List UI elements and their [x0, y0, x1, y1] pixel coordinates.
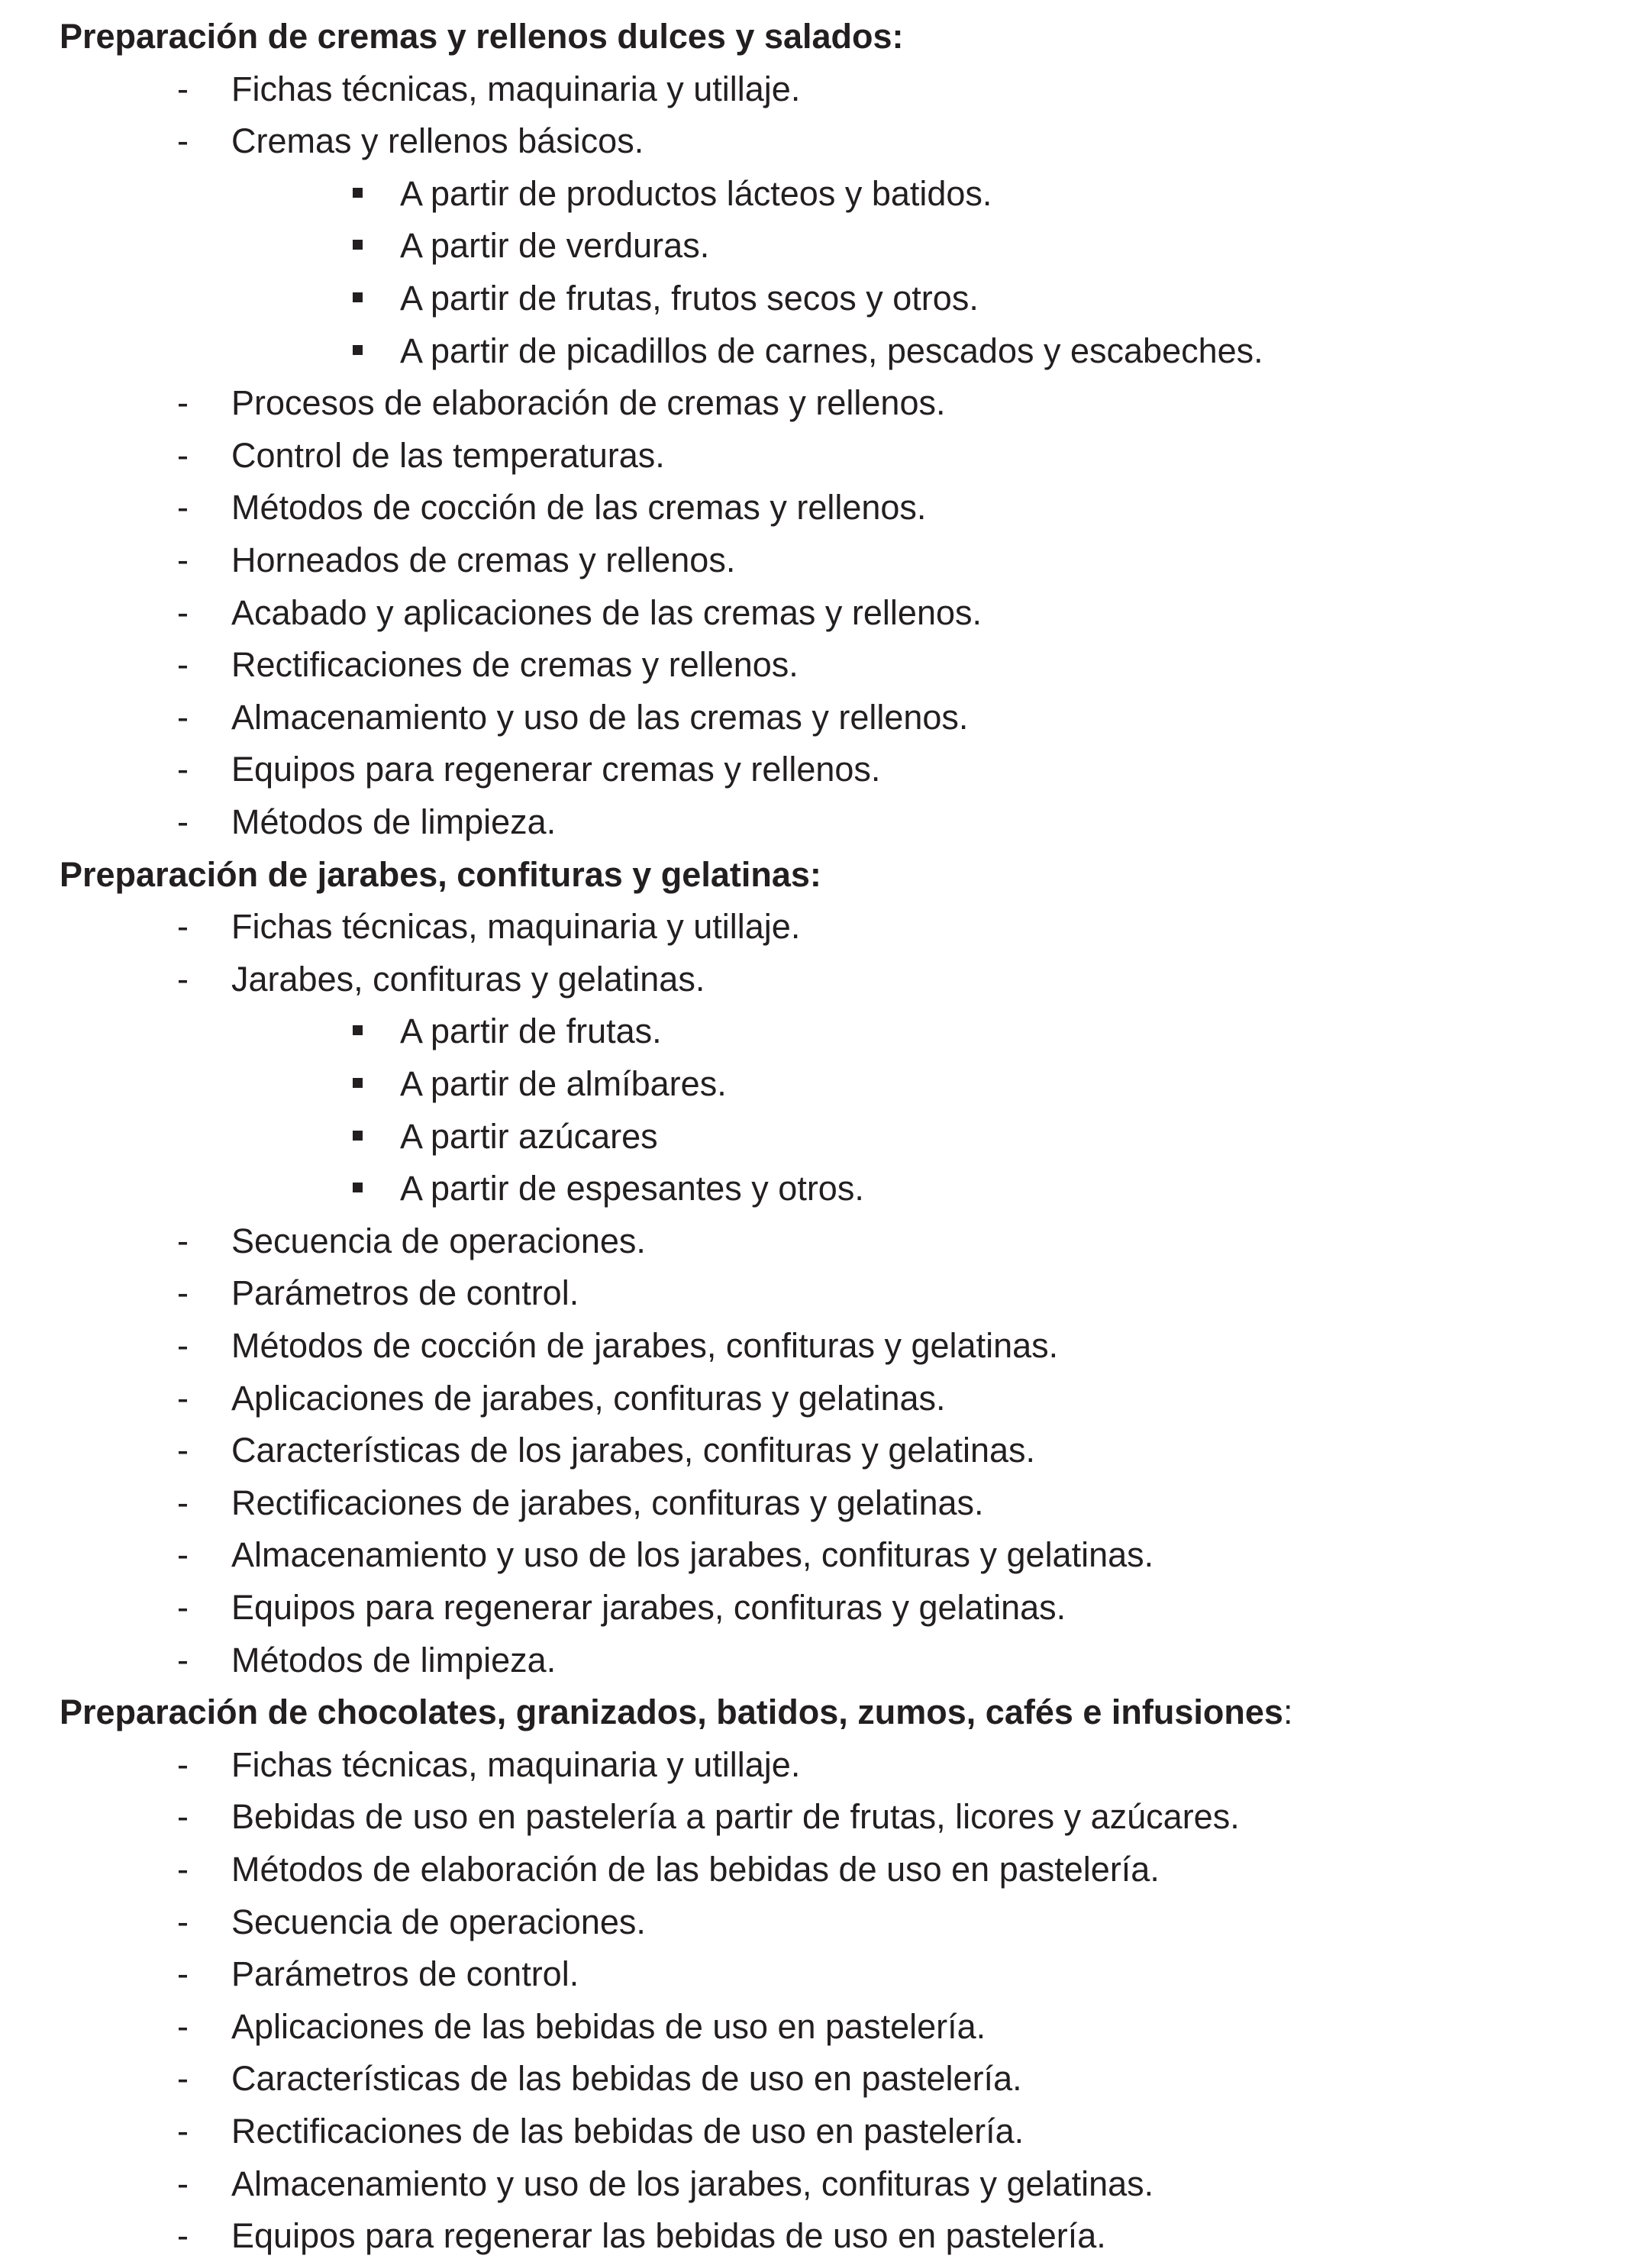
list-item	[0, 901, 1652, 953]
list-item	[0, 639, 1652, 691]
list-item-text: Parámetros de control.	[231, 1954, 579, 1994]
list-item	[0, 692, 1652, 744]
dash-marker: -	[177, 2112, 189, 2151]
dash-marker: -	[177, 1640, 189, 1680]
sub-list-item-text: A partir de picadillos de carnes, pescados y escabeches.	[400, 331, 1263, 370]
list-item	[0, 1739, 1652, 1791]
square-bullet-icon	[353, 1025, 363, 1035]
dash-marker: -	[177, 1221, 189, 1260]
list-item	[0, 63, 1652, 115]
sub-list-item-text: A partir azúcares	[400, 1116, 658, 1156]
sub-list-item	[0, 220, 1652, 272]
list-item	[0, 534, 1652, 586]
section-heading-suffix: :	[1283, 1692, 1293, 1732]
dash-marker: -	[177, 121, 189, 161]
list-item	[0, 587, 1652, 639]
list-item-text: Almacenamiento y uso de los jarabes, confituras y gelatinas.	[231, 1535, 1154, 1575]
list-item	[0, 1896, 1652, 1948]
sub-list-item	[0, 1005, 1652, 1057]
dash-marker: -	[177, 2216, 189, 2256]
dash-marker: -	[177, 2059, 189, 2099]
square-bullet-icon	[353, 345, 363, 355]
list-item	[0, 482, 1652, 534]
list-item	[0, 1634, 1652, 1686]
dash-marker: -	[177, 959, 189, 999]
dash-marker: -	[177, 750, 189, 789]
dash-marker: -	[177, 1797, 189, 1837]
list-item	[0, 1267, 1652, 1319]
list-item-text: Acabado y aplicaciones de las cremas y rellenos.	[231, 592, 982, 632]
list-item-text: Métodos de limpieza.	[231, 1640, 557, 1680]
dash-marker: -	[177, 488, 189, 528]
dash-marker: -	[177, 1902, 189, 1941]
list-item-text: Aplicaciones de las bebidas de uso en pastelería.	[231, 2006, 986, 2046]
list-item-text: Fichas técnicas, maquinaria y utillaje.	[231, 907, 801, 947]
dash-marker: -	[177, 1326, 189, 1365]
dash-marker: -	[177, 2164, 189, 2203]
list-item	[0, 2105, 1652, 2157]
list-item	[0, 796, 1652, 848]
sub-list-item-text: A partir de verduras.	[400, 226, 710, 266]
section-heading-text: Preparación de cremas y rellenos dulces y salados:	[60, 17, 904, 56]
square-bullet-icon	[353, 1183, 363, 1192]
dash-marker: -	[177, 1535, 189, 1575]
sub-list-item	[0, 168, 1652, 220]
list-item	[0, 2158, 1652, 2210]
list-item-text: Secuencia de operaciones.	[231, 1221, 646, 1260]
list-item-text: Secuencia de operaciones.	[231, 1902, 646, 1941]
list-item-text: Control de las temperaturas.	[231, 435, 665, 475]
list-item	[0, 1320, 1652, 1372]
list-item-text: Aplicaciones de jarabes, confituras y gelatinas.	[231, 1378, 946, 1418]
sub-list-item-text: A partir de frutas, frutos secos y otros.	[400, 279, 979, 318]
dash-marker: -	[177, 435, 189, 475]
sub-list-item	[0, 1111, 1652, 1163]
section-heading	[60, 11, 904, 63]
list-item-text: Métodos de cocción de jarabes, confituras y gelatinas.	[231, 1326, 1059, 1365]
list-item-text: Rectificaciones de jarabes, confituras y gelatinas.	[231, 1483, 984, 1522]
section-heading-text: Preparación de chocolates, granizados, batidos, zumos, cafés e infusiones	[60, 1692, 1283, 1732]
sub-list-item	[0, 325, 1652, 377]
sub-list-item	[0, 1163, 1652, 1215]
dash-marker: -	[177, 1431, 189, 1470]
list-item-text: Procesos de elaboración de cremas y rellenos.	[231, 383, 946, 423]
list-item-text: Métodos de limpieza.	[231, 802, 557, 841]
list-item	[0, 115, 1652, 167]
dash-marker: -	[177, 2006, 189, 2046]
sub-list-item-text: A partir de espesantes y otros.	[400, 1169, 864, 1208]
list-item	[0, 1373, 1652, 1425]
dash-marker: -	[177, 1954, 189, 1994]
dash-marker: -	[177, 383, 189, 423]
list-item	[0, 377, 1652, 429]
list-item	[0, 430, 1652, 482]
list-item	[0, 954, 1652, 1005]
square-bullet-icon	[353, 292, 363, 302]
square-bullet-icon	[353, 1131, 363, 1141]
list-item-text: Métodos de elaboración de las bebidas de uso en pastelería.	[231, 1850, 1160, 1889]
list-item-text: Parámetros de control.	[231, 1273, 579, 1313]
list-item	[0, 1425, 1652, 1476]
list-item	[0, 1844, 1652, 1896]
list-item	[0, 1582, 1652, 1634]
list-item-text: Equipos para regenerar jarabes, confituras y gelatinas.	[231, 1588, 1066, 1627]
list-item-text: Horneados de cremas y rellenos.	[231, 540, 736, 579]
list-item	[0, 1477, 1652, 1529]
list-item	[0, 1791, 1652, 1843]
section-heading	[60, 849, 821, 901]
section-heading-text: Preparación de jarabes, confituras y gelatinas:	[60, 854, 821, 894]
list-item-text: Métodos de cocción de las cremas y rellenos.	[231, 488, 927, 528]
dash-marker: -	[177, 69, 189, 108]
sub-list-item	[0, 273, 1652, 324]
list-item-text: Bebidas de uso en pastelería a partir de frutas, licores y azúcares.	[231, 1797, 1240, 1837]
sub-list-item	[0, 1058, 1652, 1110]
dash-marker: -	[177, 1850, 189, 1889]
list-item-text: Fichas técnicas, maquinaria y utillaje.	[231, 1744, 801, 1784]
list-item-text: Equipos para regenerar las bebidas de uso en pastelería.	[231, 2216, 1106, 2256]
square-bullet-icon	[353, 188, 363, 198]
dash-marker: -	[177, 1588, 189, 1627]
list-item-text: Rectificaciones de las bebidas de uso en pastelería.	[231, 2112, 1024, 2151]
dash-marker: -	[177, 540, 189, 579]
dash-marker: -	[177, 907, 189, 947]
list-item-text: Almacenamiento y uso de las cremas y rellenos.	[231, 697, 969, 737]
list-item	[0, 1215, 1652, 1267]
dash-marker: -	[177, 697, 189, 737]
list-item-text: Características de los jarabes, confituras y gelatinas.	[231, 1431, 1035, 1470]
dash-marker: -	[177, 1273, 189, 1313]
dash-marker: -	[177, 592, 189, 632]
sub-list-item-text: A partir de productos lácteos y batidos.	[400, 173, 992, 213]
list-item	[0, 2001, 1652, 2053]
square-bullet-icon	[353, 1078, 363, 1088]
list-item-text: Cremas y rellenos básicos.	[231, 121, 644, 161]
dash-marker: -	[177, 1744, 189, 1784]
list-item	[0, 2210, 1652, 2262]
list-item	[0, 1529, 1652, 1581]
section-heading	[60, 1686, 1292, 1738]
list-item	[0, 1948, 1652, 2000]
dash-marker: -	[177, 1483, 189, 1522]
dash-marker: -	[177, 645, 189, 685]
list-item	[0, 744, 1652, 795]
sub-list-item-text: A partir de frutas.	[400, 1012, 662, 1051]
sub-list-item-text: A partir de almíbares.	[400, 1064, 727, 1103]
dash-marker: -	[177, 1378, 189, 1418]
list-item-text: Características de las bebidas de uso en pastelería.	[231, 2059, 1022, 2099]
list-item-text: Rectificaciones de cremas y rellenos.	[231, 645, 799, 685]
list-item-text: Fichas técnicas, maquinaria y utillaje.	[231, 69, 801, 108]
list-item	[0, 2053, 1652, 2105]
list-item-text: Almacenamiento y uso de los jarabes, confituras y gelatinas.	[231, 2164, 1154, 2203]
dash-marker: -	[177, 802, 189, 841]
list-item-text: Equipos para regenerar cremas y rellenos.	[231, 750, 881, 789]
list-item-text: Jarabes, confituras y gelatinas.	[231, 959, 705, 999]
square-bullet-icon	[353, 240, 363, 250]
